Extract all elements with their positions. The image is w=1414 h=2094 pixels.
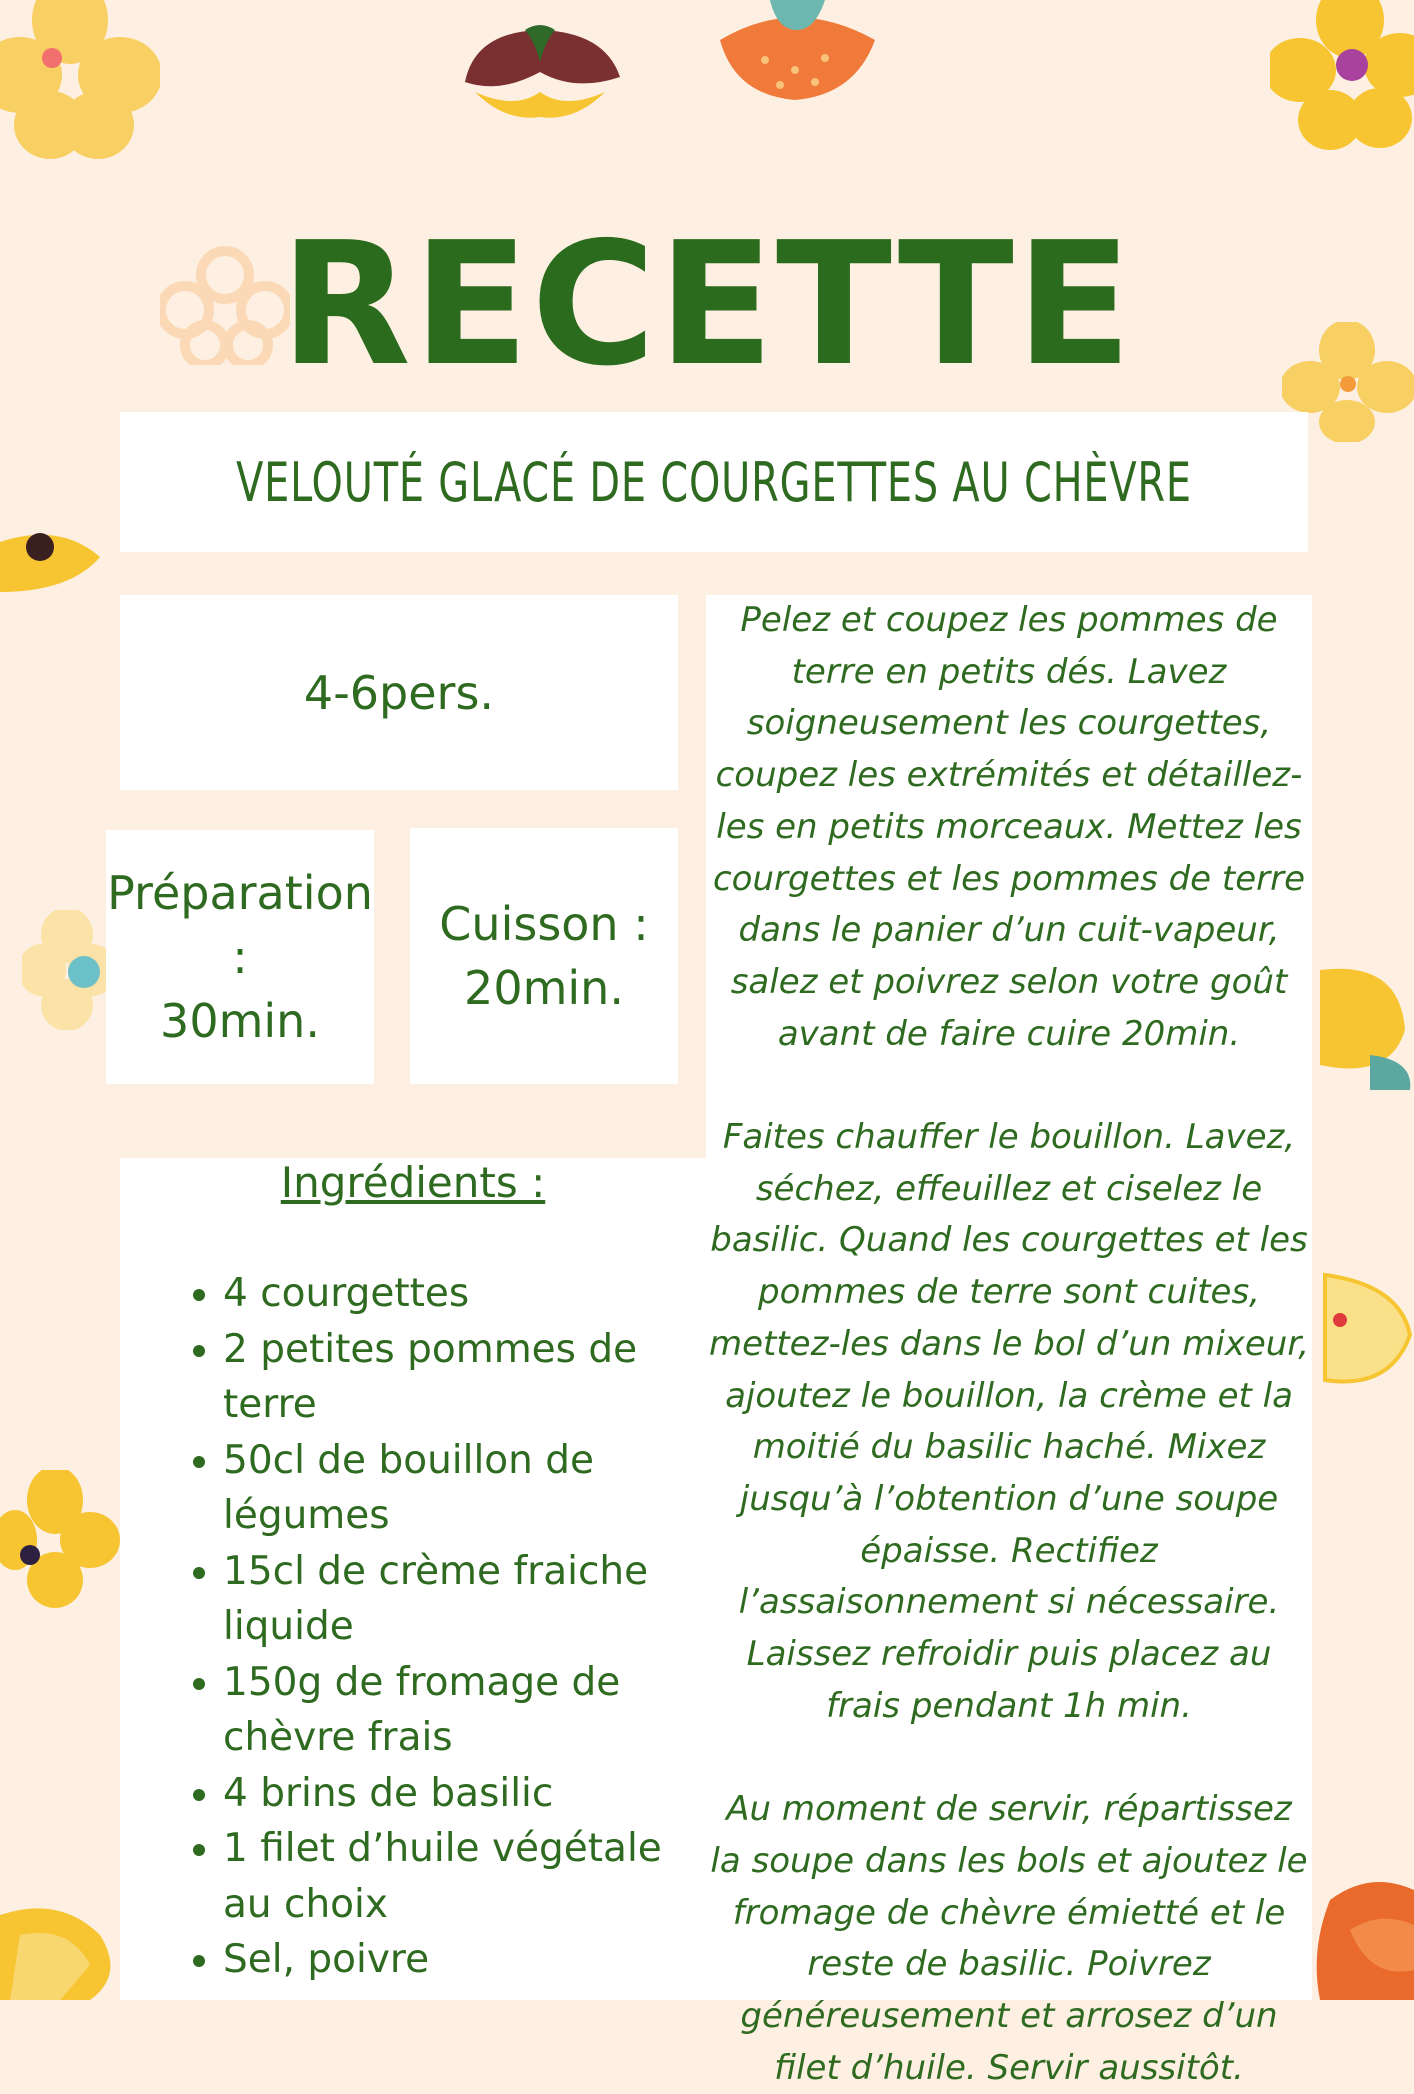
preparation-label: Préparation : bbox=[107, 866, 373, 984]
flower-top-right-decoration bbox=[1270, 0, 1414, 150]
page-title: RECETTE bbox=[280, 206, 1134, 404]
flower-left-blue-center-decoration bbox=[22, 910, 112, 1030]
flower-top-brown-decoration bbox=[455, 22, 630, 127]
recipe-name: VELOUTÉ GLACÉ DE COURGETTES AU CHÈVRE bbox=[236, 450, 1192, 514]
ingredient-item: • 2 petites pommes de terre bbox=[223, 1322, 706, 1433]
instruction-step: Pelez et coupez les pommes de terre en petits dés. Lavez soigneusement les courgettes, coupez les extrémités et détaillez-les en petits morceaux. Mettez les courgettes et les pommes de terre dans le panier d’un cuit-vapeur, salez et poivrez selon votre goût avant de faire cuire 20min. bbox=[712, 600, 1306, 1054]
servings-panel bbox=[120, 595, 678, 790]
flower-right-yellow-decoration bbox=[1310, 960, 1414, 1090]
ingredient-item: • 1 filet d’huile végétale au choix bbox=[223, 1821, 706, 1932]
ingredient-item: • 15cl de crème fraiche liquide bbox=[223, 1544, 706, 1655]
instructions-panel bbox=[706, 595, 1312, 2088]
instruction-step: Faites chauffer le bouillon. Lavez, séchez, effeuillez et ciselez le basilic. Quand les courgettes et les pommes de terre sont cuites, mettez-les dans le bol d’un mixeur, ajoutez le bouillon, la crème et la moitié du basilic haché. Mixez jusqu’à l’obtention d’une soupe épaisse. Rectifiez l’assaisonnement si nécessaire. Laissez refroidir puis placez au frais pendant 1h min. bbox=[708, 1117, 1310, 1726]
flower-left-bottom-decoration bbox=[0, 1470, 120, 1610]
ingredient-item: • 4 brins de basilic bbox=[223, 1766, 706, 1822]
flower-left-side-decoration bbox=[0, 512, 110, 612]
cooking-panel bbox=[410, 828, 678, 1084]
flower-bottom-left-corner-decoration bbox=[0, 1895, 125, 2000]
ingredients-panel bbox=[120, 1158, 706, 2000]
flower-right-lower-decoration bbox=[1320, 1265, 1414, 1395]
preparation-panel bbox=[106, 830, 374, 1084]
ingredients-list bbox=[120, 1266, 706, 1988]
ingredients-heading: Ingrédients : bbox=[280, 1158, 546, 1207]
cooking-value: 20min. bbox=[464, 961, 624, 1015]
flower-top-left-decoration bbox=[0, 0, 160, 160]
servings-value: 4-6pers. bbox=[303, 665, 495, 720]
flower-bottom-right-corner-decoration bbox=[1310, 1870, 1414, 2000]
ingredient-item: • 50cl de bouillon de légumes bbox=[223, 1433, 706, 1544]
ingredient-item: • Sel, poivre bbox=[223, 1932, 706, 1988]
ingredient-item: • 4 courgettes bbox=[223, 1266, 706, 1322]
preparation-value: 30min. bbox=[160, 994, 320, 1048]
ingredient-item: • 150g de fromage de chèvre frais bbox=[223, 1655, 706, 1766]
cooking-label: Cuisson : bbox=[439, 897, 649, 951]
flower-top-orange-decoration bbox=[715, 0, 880, 105]
instruction-step: Au moment de servir, répartissez la soupe dans les bols et ajoutez le fromage de chèvre émietté et le reste de basilic. Poivrez généreusement et arrosez d’un filet d’huile. Servir aussitôt. bbox=[710, 1789, 1308, 2088]
